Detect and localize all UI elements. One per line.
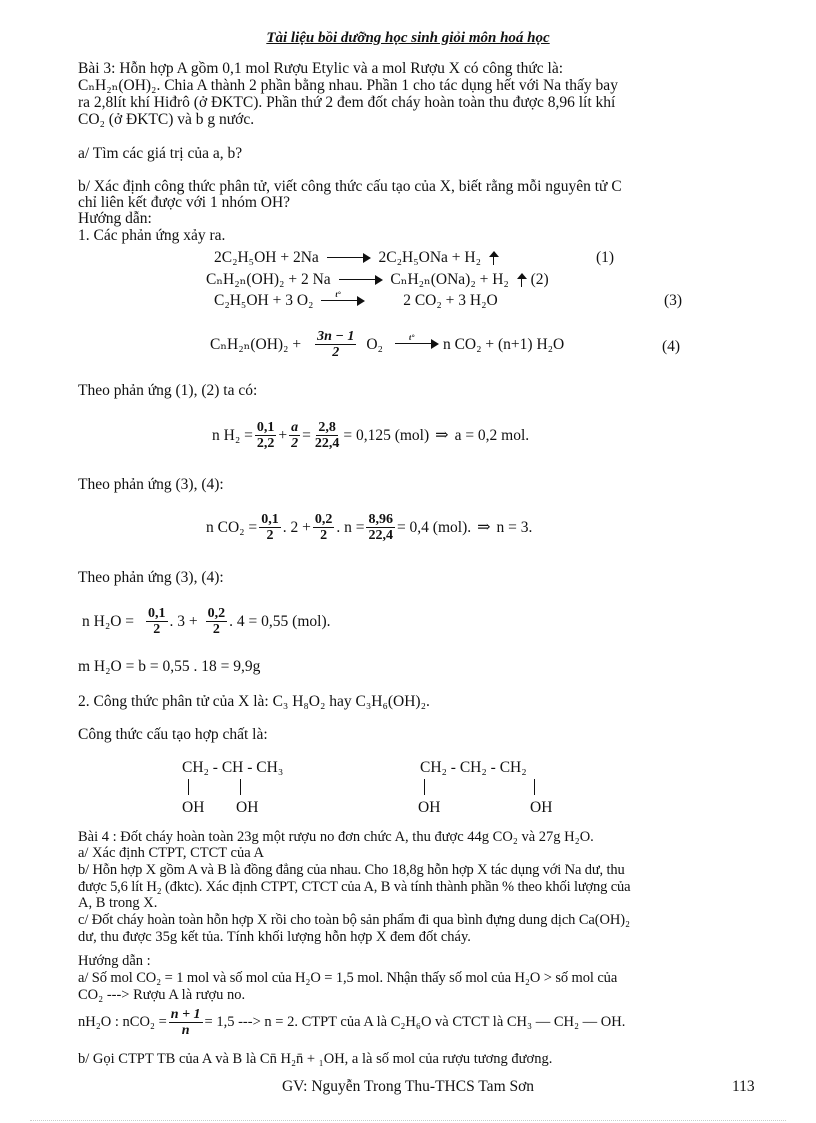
theo-34-b: Theo phản ứng (3), (4):: [78, 569, 224, 586]
term: . n =: [336, 518, 365, 536]
reaction-1-left: 2C₂H₅OH + 2Na: [214, 249, 319, 266]
reaction-2: [206, 271, 549, 288]
structure-1: CH₂ - CH - CH₃: [182, 759, 284, 776]
page-number: 113: [732, 1078, 755, 1095]
term: . 2 +: [282, 518, 311, 536]
fraction: $\frac{0,2}{2}$: [314, 511, 333, 543]
reaction-4-number: (4): [662, 338, 681, 355]
nh2o-equation: [82, 602, 330, 640]
reaction-3-left: C₂H₅OH + 3 O₂: [214, 292, 314, 309]
fraction: $\frac{0,2}{2}$: [207, 605, 226, 637]
reaction-4-o2: O₂: [366, 335, 383, 353]
bai4-line3: b/ Hỗn hợp X gồm A và B là đồng đẳng của nhau. Cho 18,8g hỗn hợp X tác dụng với Na dư, thu: [78, 862, 625, 878]
bai3-line1: Bài 3: Hỗn hợp A gồm 0,1 mol Rượu Etylic và a mol Rượu X có công thức là:: [78, 60, 564, 77]
bai4-line4: được 5,6 lít H₂ (đktc). Xác định CTPT, CTCT của A, B và tính thành phần % theo khối lượng của: [78, 879, 631, 895]
reaction-3-right: 2 CO₂ + 3 H₂O: [403, 292, 498, 309]
fraction: $\frac{a}{2}$: [291, 419, 299, 451]
reaction-2-right: CₙH₂ₙ(ONa)₂ + H₂: [390, 271, 509, 288]
implies-icon: ⇒: [477, 518, 491, 536]
right-arrow-icon: [339, 275, 383, 285]
nh2-lhs: n H₂ =: [212, 426, 253, 444]
bai4-answer-a1: a/ Số mol CO₂ = 1 mol và số mol của H₂O = 1,5 mol. Nhận thấy số mol của H₂O > số mol của: [78, 970, 618, 986]
ratio-result: = 1,5 ---> n = 2. CTPT của A là C₂H₆O và CTCT là CH₃ — CH₂ — OH.: [204, 1014, 626, 1030]
bai3-line4: CO₂ (ở ĐKTC) và b g nước.: [78, 111, 255, 128]
nh2o-result: . 4 = 0,55 (mol).: [229, 612, 331, 630]
right-arrow-icon: [327, 253, 371, 263]
page-bottom-divider: [30, 1120, 786, 1121]
fraction: $\frac{0,1}{2,2}$: [256, 419, 275, 451]
structure-heading: Công thức cấu tạo hợp chất là:: [78, 726, 268, 743]
reaction-2-left: CₙH₂ₙ(OH)₂ + 2 Na: [206, 271, 331, 288]
oh-group: OH: [530, 799, 553, 816]
heat-arrow-icon: t°: [395, 339, 439, 349]
nh2-equation: [212, 416, 529, 454]
bai4-line1: Bài 4 : Đốt cháy hoàn toàn 23g một rượu no đơn chức A, thu được 44g CO₂ và 27g H₂O.: [78, 829, 594, 845]
bai4-line5: A, B trong X.: [78, 895, 158, 911]
nco2-lhs: n CO₂ =: [206, 518, 258, 536]
heat-arrow-icon: t°: [321, 296, 365, 306]
reaction-1-right: 2C₂H₅ONa + H₂: [378, 249, 481, 266]
oh-group: OH: [418, 799, 441, 816]
reaction-3: [214, 292, 498, 309]
nh2-result: = 0,125 (mol): [343, 426, 430, 444]
fraction: $\frac{3n - 1}{2}$: [317, 328, 355, 360]
bai4-guide-heading: Hướng dẫn :: [78, 953, 151, 969]
reaction-4-right: n CO₂ + (n+1) H₂O: [442, 335, 565, 353]
question-b-line1: b/ Xác định công thức phân tử, viết công thức cấu tạo của X, biết rằng mỗi nguyên tử C: [78, 178, 622, 195]
gas-up-arrow-icon: [517, 273, 527, 287]
bond-line: [188, 779, 189, 795]
oh-group: OH: [236, 799, 259, 816]
question-b-line2: chỉ liên kết được với 1 nhóm OH?: [78, 194, 291, 211]
bai4-line7: dư, thu được 35g kết tủa. Tính khối lượng hỗn hợp X đem đốt cháy.: [78, 929, 471, 945]
bai4-line6: c/ Đốt cháy hoàn toàn hỗn hợp X rồi cho toàn bộ sản phẩm đi qua bình đựng dung dịch Ca(OH)₂: [78, 912, 630, 928]
bai4-line2: a/ Xác định CTPT, CTCT của A: [78, 845, 264, 861]
term: . 3 +: [169, 612, 198, 630]
reaction-4-left: CₙH₂ₙ(OH)₂ +: [210, 335, 302, 353]
guide-heading: Hướng dẫn:: [78, 210, 152, 227]
ratio-lhs: nH₂O : nCO₂ =: [78, 1014, 167, 1030]
theo-12: Theo phản ứng (1), (2) ta có:: [78, 382, 258, 399]
reaction-2-number: (2): [530, 271, 549, 288]
ratio-equation: [78, 1003, 625, 1041]
fraction: $\frac{n + 1}{n}$: [170, 1006, 201, 1038]
question-a: a/ Tìm các giá trị của a, b?: [78, 145, 243, 162]
a-value: a = 0,2 mol.: [454, 426, 530, 444]
bai4-answer-b1: b/ Gọi CTPT TB của A và B là Cn̄ H₂n̄ + ₁OH, a là số mol của rượu tương đương.: [78, 1051, 553, 1067]
fraction: $\frac{2,8}{22,4}$: [314, 419, 340, 451]
bond-line: [240, 779, 241, 795]
oh-group: OH: [182, 799, 205, 816]
fraction: $\frac{0,1}{2}$: [261, 511, 279, 543]
reaction-4: [210, 324, 564, 364]
n-value: n = 3.: [496, 518, 533, 536]
bai4-answer-a2: CO₂ ---> Rượu A là rượu no.: [78, 987, 246, 1003]
reaction-3-number: (3): [664, 292, 683, 309]
bai3-line2: CₙH₂ₙ(OH)₂. Chia A thành 2 phần bằng nhau. Phần 1 cho tác dụng hết với Na thấy bay: [78, 77, 618, 94]
reaction-1: [214, 249, 499, 266]
plus: +: [278, 426, 288, 444]
bai3-line3: ra 2,8lít khí Hiđrô (ở ĐKTC). Phần thứ 2 đem đốt cháy hoàn toàn thu được 8,96 lít khí: [78, 94, 616, 111]
bond-line: [424, 779, 425, 795]
equals: =: [302, 426, 311, 444]
gas-up-arrow-icon: [489, 251, 499, 265]
fraction: $\frac{0,1}{2}$: [148, 605, 166, 637]
mass-h2o: m H₂O = b = 0,55 . 18 = 9,9g: [78, 658, 261, 675]
nh2o-lhs: n H₂O =: [82, 612, 135, 630]
section-2: 2. Công thức phân tử của X là: C₃ H₈O₂ hay C₃H₆(OH)₂.: [78, 693, 430, 710]
page-footer: GV: Nguyễn Trong Thu-THCS Tam Sơn: [281, 1078, 535, 1095]
page-header: Tài liệu bồi dưỡng học sinh giỏi môn hoá học: [266, 30, 550, 46]
theo-34-a: Theo phản ứng (3), (4):: [78, 476, 224, 493]
implies-icon: ⇒: [435, 426, 449, 444]
reaction-1-number: (1): [596, 249, 615, 266]
structure-2: CH₂ - CH₂ - CH₂: [420, 759, 527, 776]
nco2-equation: [206, 508, 532, 546]
section-1: 1. Các phản ứng xảy ra.: [78, 227, 226, 244]
fraction: $\frac{8,96}{22,4}$: [368, 511, 393, 543]
bond-line: [534, 779, 535, 795]
nco2-result: = 0,4 (mol).: [396, 518, 472, 536]
